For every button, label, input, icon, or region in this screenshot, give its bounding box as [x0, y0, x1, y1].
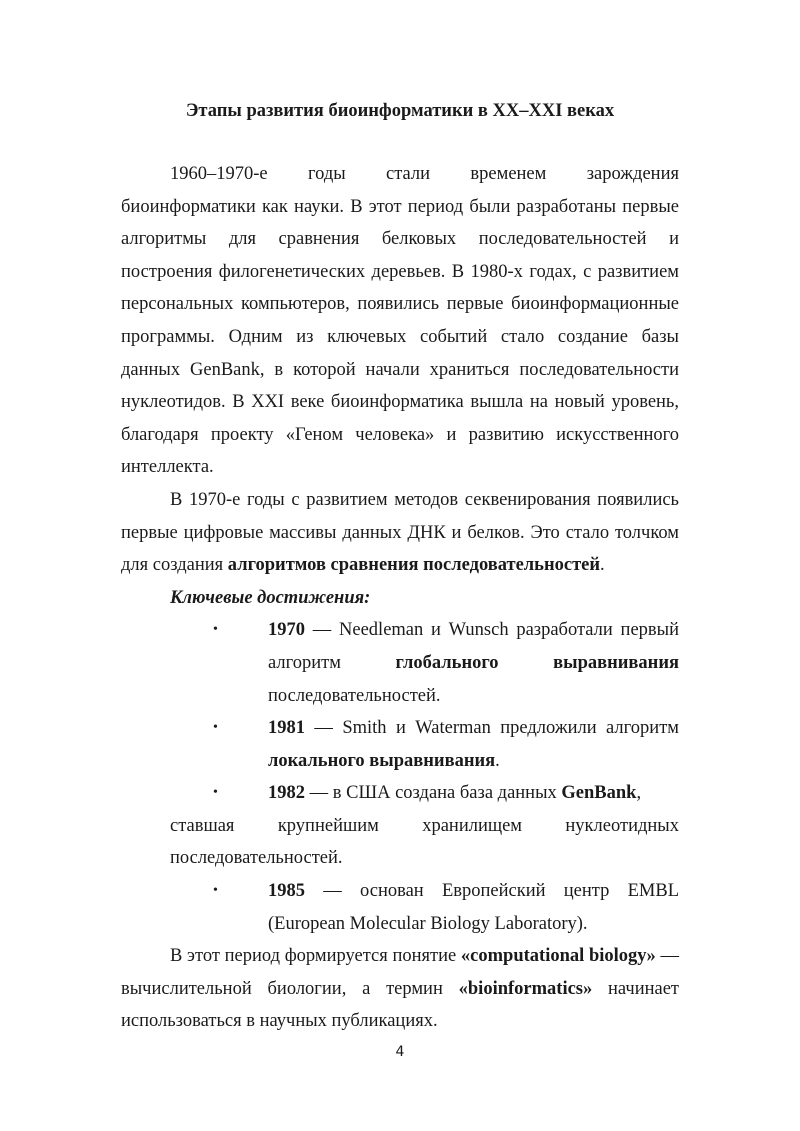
bullet-text-end: ,	[636, 783, 642, 804]
word: нуклеотидных	[565, 815, 679, 836]
word: крупнейшим	[277, 815, 379, 836]
word: 1960–1970-е	[170, 164, 268, 184]
page-title: Этапы развития биоинформатики в XX–XXI веках	[185, 101, 615, 121]
bullet-item-1985	[121, 875, 679, 940]
word: хранилищем	[422, 815, 523, 836]
paragraph-2	[121, 484, 679, 582]
bullet-item-1981	[121, 712, 679, 777]
word: ставшая	[170, 815, 235, 836]
bullet-item-1970	[121, 614, 679, 712]
paragraph-3-text: В этот период формируется понятие	[170, 946, 461, 967]
bullet-1-text	[170, 614, 679, 712]
bullet-year: 1970	[268, 620, 305, 641]
key-heading-text: Ключевые достижения:	[170, 587, 371, 608]
paragraph-3	[121, 940, 679, 1038]
bullet-item-1982	[121, 777, 679, 875]
paragraph-1-first-line	[121, 158, 679, 191]
bullet-3-line-3: последовательностей.	[170, 848, 343, 869]
bullet-year: 1985	[268, 881, 305, 902]
word: временем	[470, 164, 547, 184]
paragraph-3-text: начинает использоваться в научных публикациях.	[121, 978, 680, 1032]
bullet-2-text	[170, 712, 679, 777]
document-body	[121, 158, 679, 1038]
bullet-icon: •	[213, 720, 218, 736]
bullet-icon: •	[213, 785, 218, 801]
bullet-3-line-2	[170, 810, 679, 843]
bullet-year: 1982	[268, 783, 305, 804]
bullet-text-end: последовательностей.	[268, 685, 441, 706]
bullet-bold: локального выравнивания	[268, 750, 496, 771]
term-computational-biology: «computational biology»	[460, 946, 656, 967]
key-achievements-heading	[121, 582, 679, 615]
bullet-icon: •	[213, 883, 218, 899]
word: годы	[307, 164, 346, 184]
bullet-icon: •	[213, 622, 218, 638]
page-number: 4	[395, 1044, 405, 1060]
paragraph-2-end: .	[600, 555, 605, 576]
bullet-text: — в США создана база данных	[305, 783, 562, 804]
paragraph-2-bold: алгоритмов сравнения последовательностей	[227, 555, 601, 576]
bullet-4-text	[170, 875, 679, 940]
paragraph-3-text: — вычислительной биологии, а термин	[121, 946, 679, 999]
paragraph-2-text: В 1970-е годы с развитием методов секвенирования появились первые цифровые массивы данных ДНК и белков. Это стало толчком для создания	[121, 489, 679, 576]
bullet-bold: GenBank	[561, 783, 637, 804]
bullet-year: 1981	[268, 718, 305, 739]
word: зарождения	[586, 164, 679, 184]
bullet-bold: глобального выравнивания	[395, 652, 679, 673]
term-bioinformatics: «bioinformatics»	[458, 978, 593, 999]
bullet-3-text	[170, 777, 679, 810]
bullet-text: — Needleman и Wunsch разработали первый алгоритм	[268, 620, 679, 673]
bullet-text: — Smith и Waterman предложили алгоритм	[305, 718, 679, 739]
paragraph-1-text: биоинформатики как науки. В этот период были разработаны первые алгоритмы для сравнения белковых последовательностей и построения филогенетических деревьев. В 1980-х годах, с развитием персональных компьютеров, появились первые биоинформационные программы. Одним из ключевых событий стало создание базы данных GenBank, в которой начали храниться последовательности нуклеотидов. В XXI веке биоинформатика вышла на новый уровень, благодаря проекту «Геном человека» и развитию искусственного интеллекта.	[121, 196, 679, 478]
word: стали	[386, 164, 431, 184]
paragraph-1	[121, 158, 679, 484]
bullet-text-end: .	[495, 750, 500, 771]
bullet-text: — основан Европейский центр EMBL (European Molecular Biology Laboratory).	[268, 881, 679, 934]
